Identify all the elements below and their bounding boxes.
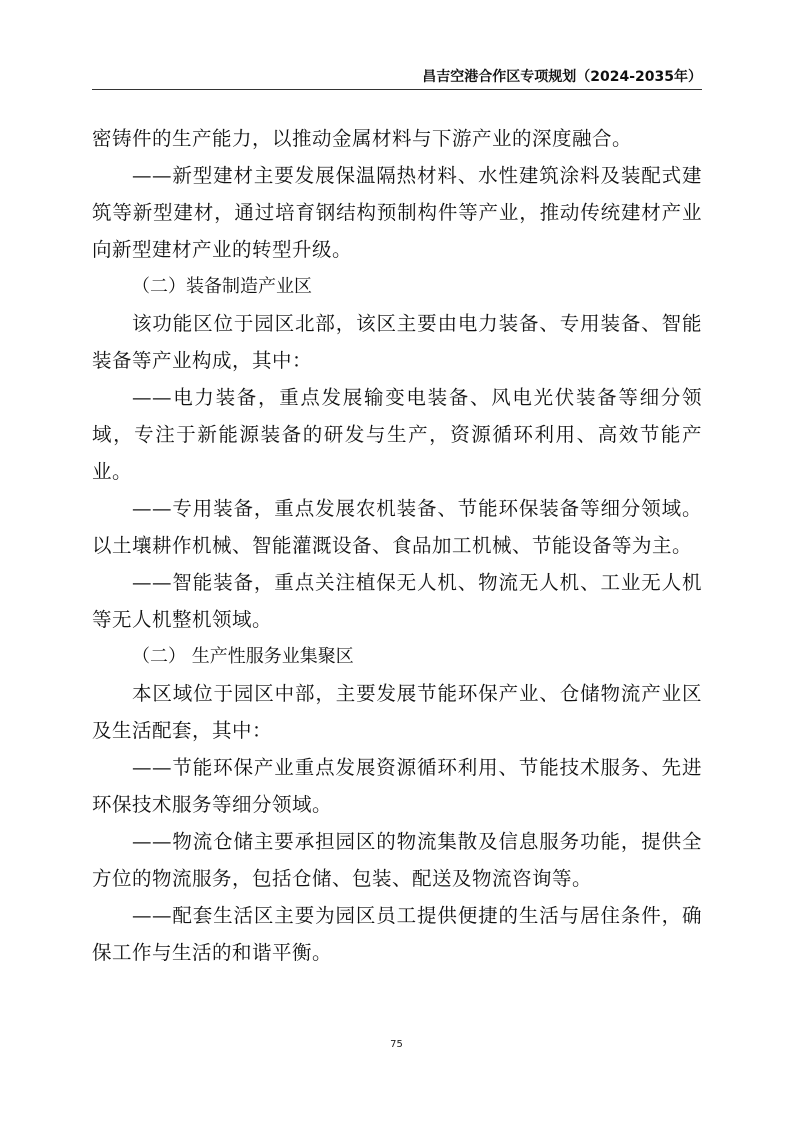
document-body — [92, 120, 702, 971]
paragraph-environmental-industry: ——节能环保产业重点发展资源循环利用、节能技术服务、先进环保技术服务等细分领域。 — [92, 756, 702, 816]
paragraph-new-building-materials: ——新型建材主要发展保温隔热材料、水性建筑涂料及装配式建筑等新型建材，通过培育钢结构预制构件等产业，推动传统建材产业向新型建材产业的转型升级。 — [92, 164, 702, 261]
section-heading-equipment-manufacturing: （二）装备制造产业区 — [132, 276, 312, 297]
paragraph-smart-equipment: ——智能装备，重点关注植保无人机、物流无人机、工业无人机等无人机整机领域。 — [92, 571, 702, 631]
paragraph-continuation: 密铸件的生产能力，以推动金属材料与下游产业的深度融合。 — [92, 127, 633, 150]
document-title: 昌吉空港合作区专项规划（2024-2035年） — [422, 69, 702, 85]
paragraph-living-zone: ——配套生活区主要为园区员工提供便捷的生活与居住条件，确保工作与生活的和谐平衡。 — [92, 904, 702, 964]
paragraph-equipment-zone-intro: 该功能区位于园区北部，该区主要由电力装备、专用装备、智能装备等产业构成，其中： — [92, 312, 702, 372]
page-header — [92, 63, 702, 90]
paragraph-logistics-warehousing: ——物流仓储主要承担园区的物流集散及信息服务功能，提供全方位的物流服务，包括仓储、包装、配送及物流咨询等。 — [92, 830, 702, 890]
paragraph-power-equipment: ——电力装备，重点发展输变电装备、风电光伏装备等细分领域，专注于新能源装备的研发与生产，资源循环利用、高效节能产业。 — [92, 386, 702, 483]
page-number: 75 — [390, 1039, 403, 1050]
section-heading-producer-services: （二） 生产性服务业集聚区 — [132, 646, 354, 667]
paragraph-services-zone-intro: 本区域位于园区中部，主要发展节能环保产业、仓储物流产业区及生活配套，其中： — [92, 682, 702, 742]
paragraph-special-equipment: ——专用装备，重点发展农机装备、节能环保装备等细分领域。以土壤耕作机械、智能灌溉设备、食品加工机械、节能设备等为主。 — [92, 497, 702, 557]
